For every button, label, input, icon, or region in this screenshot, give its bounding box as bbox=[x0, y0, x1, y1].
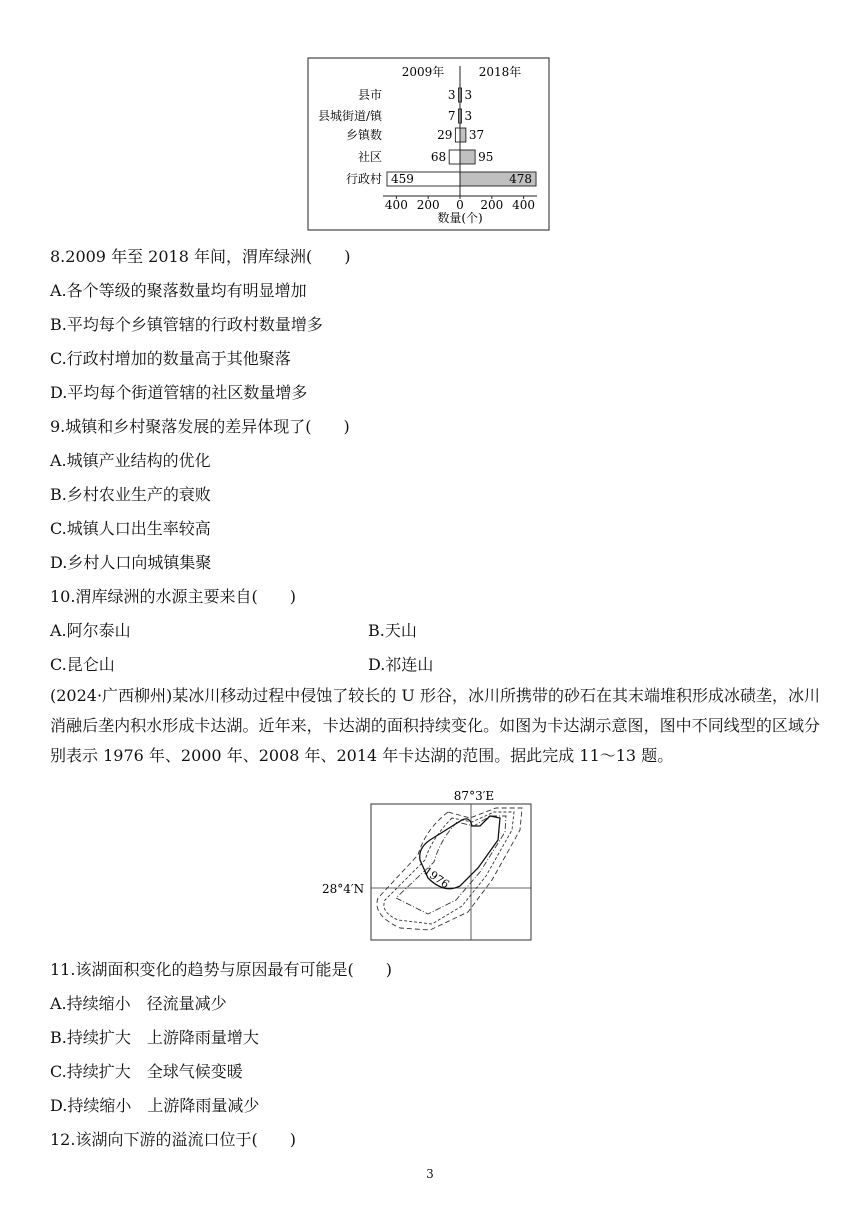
x-tick-label: 0 bbox=[456, 198, 464, 212]
value-label-2018: 3 bbox=[464, 109, 473, 123]
q8-stem: 8.2009 年至 2018 年间，渭库绿洲( ) bbox=[50, 247, 351, 266]
q11-stem: 11.该湖面积变化的趋势与原因最有可能是( ) bbox=[50, 960, 392, 979]
q11-option-d: D.持续缩小 上游降雨量减少 bbox=[50, 1096, 260, 1115]
longitude-label: 87°3′E bbox=[453, 789, 495, 803]
legend-2009: 2009年 bbox=[401, 65, 445, 79]
x-tick-label: 400 bbox=[512, 198, 536, 212]
x-tick-label: 200 bbox=[480, 198, 504, 212]
category-label: 县城街道/镇 bbox=[317, 109, 382, 123]
q9-option-d: D.乡村人口向城镇集聚 bbox=[50, 553, 212, 572]
q11-option-a: A.持续缩小 径流量减少 bbox=[50, 994, 227, 1013]
x-tick-label: 400 bbox=[384, 198, 408, 212]
legend-2018: 2018年 bbox=[478, 65, 522, 79]
q11-option-c: C.持续扩大 全球气候变暖 bbox=[50, 1062, 243, 1081]
q9-stem: 9.城镇和乡村聚落发展的差异体现了( ) bbox=[50, 417, 350, 436]
q8-option-c: C.行政村增加的数量高于其他聚落 bbox=[50, 349, 291, 368]
value-label-2009: 7 bbox=[447, 109, 456, 123]
bar-2018 bbox=[460, 128, 466, 142]
settlement-bar-chart bbox=[0, 0, 860, 235]
value-label-2009: 29 bbox=[437, 128, 453, 142]
bar-2018 bbox=[460, 150, 475, 164]
value-label-2009: 459 bbox=[391, 172, 414, 186]
category-label: 县市 bbox=[357, 88, 382, 102]
category-label: 乡镇数 bbox=[345, 128, 382, 142]
q9-option-b: B.乡村农业生产的衰败 bbox=[50, 485, 211, 504]
kada-lake-map bbox=[0, 785, 860, 945]
q10-option-c: C.昆仑山 bbox=[50, 655, 115, 674]
value-label-2018: 3 bbox=[464, 88, 473, 102]
q10-stem: 10.渭库绿洲的水源主要来自( ) bbox=[50, 587, 296, 606]
q12-stem: 12.该湖向下游的溢流口位于( ) bbox=[50, 1130, 296, 1149]
category-label: 行政村 bbox=[345, 172, 382, 186]
x-tick-label: 200 bbox=[416, 198, 440, 212]
value-label-2018: 37 bbox=[468, 128, 485, 142]
latitude-label: 28°4′N bbox=[322, 882, 365, 896]
bar-2009 bbox=[449, 150, 460, 164]
q10-option-b: B.天山 bbox=[368, 621, 417, 640]
q10-option-d: D.祁连山 bbox=[368, 655, 434, 674]
q8-option-a: A.各个等级的聚落数量均有明显增加 bbox=[50, 281, 307, 300]
q11-option-b: B.持续扩大 上游降雨量增大 bbox=[50, 1028, 259, 1047]
passage-intro: (2024·广西柳州)某冰川移动过程中侵蚀了较长的 U 形谷，冰川所携带的砂石在其末端堆积形成冰碛垄，冰川消融后垄内积水形成卡达湖。近年来，卡达湖的面积持续变化。如图为卡达湖示意图，图中不同线型的区域分别表示 1976 年、2000 年、2008 年、2014 年卡达湖的范围。据此完成 11～13 题。 bbox=[50, 686, 820, 765]
q8-option-b: B.平均每个乡镇管辖的行政村数量增多 bbox=[50, 315, 323, 334]
page-number: 3 bbox=[426, 1167, 434, 1181]
x-axis-label: 数量(个) bbox=[437, 211, 483, 225]
value-label-2018: 95 bbox=[478, 150, 494, 164]
category-label: 社区 bbox=[357, 150, 382, 164]
q10-option-a: A.阿尔泰山 bbox=[50, 621, 131, 640]
year-1976-label: 1976 bbox=[421, 864, 452, 892]
value-label-2009: 68 bbox=[430, 150, 447, 164]
value-label-2018: 478 bbox=[509, 172, 533, 186]
q8-option-d: D.平均每个街道管辖的社区数量增多 bbox=[50, 383, 308, 402]
value-label-2009: 3 bbox=[447, 88, 456, 102]
q9-option-c: C.城镇人口出生率较高 bbox=[50, 519, 211, 538]
q9-option-a: A.城镇产业结构的优化 bbox=[50, 451, 211, 470]
bar-2009 bbox=[455, 128, 460, 142]
